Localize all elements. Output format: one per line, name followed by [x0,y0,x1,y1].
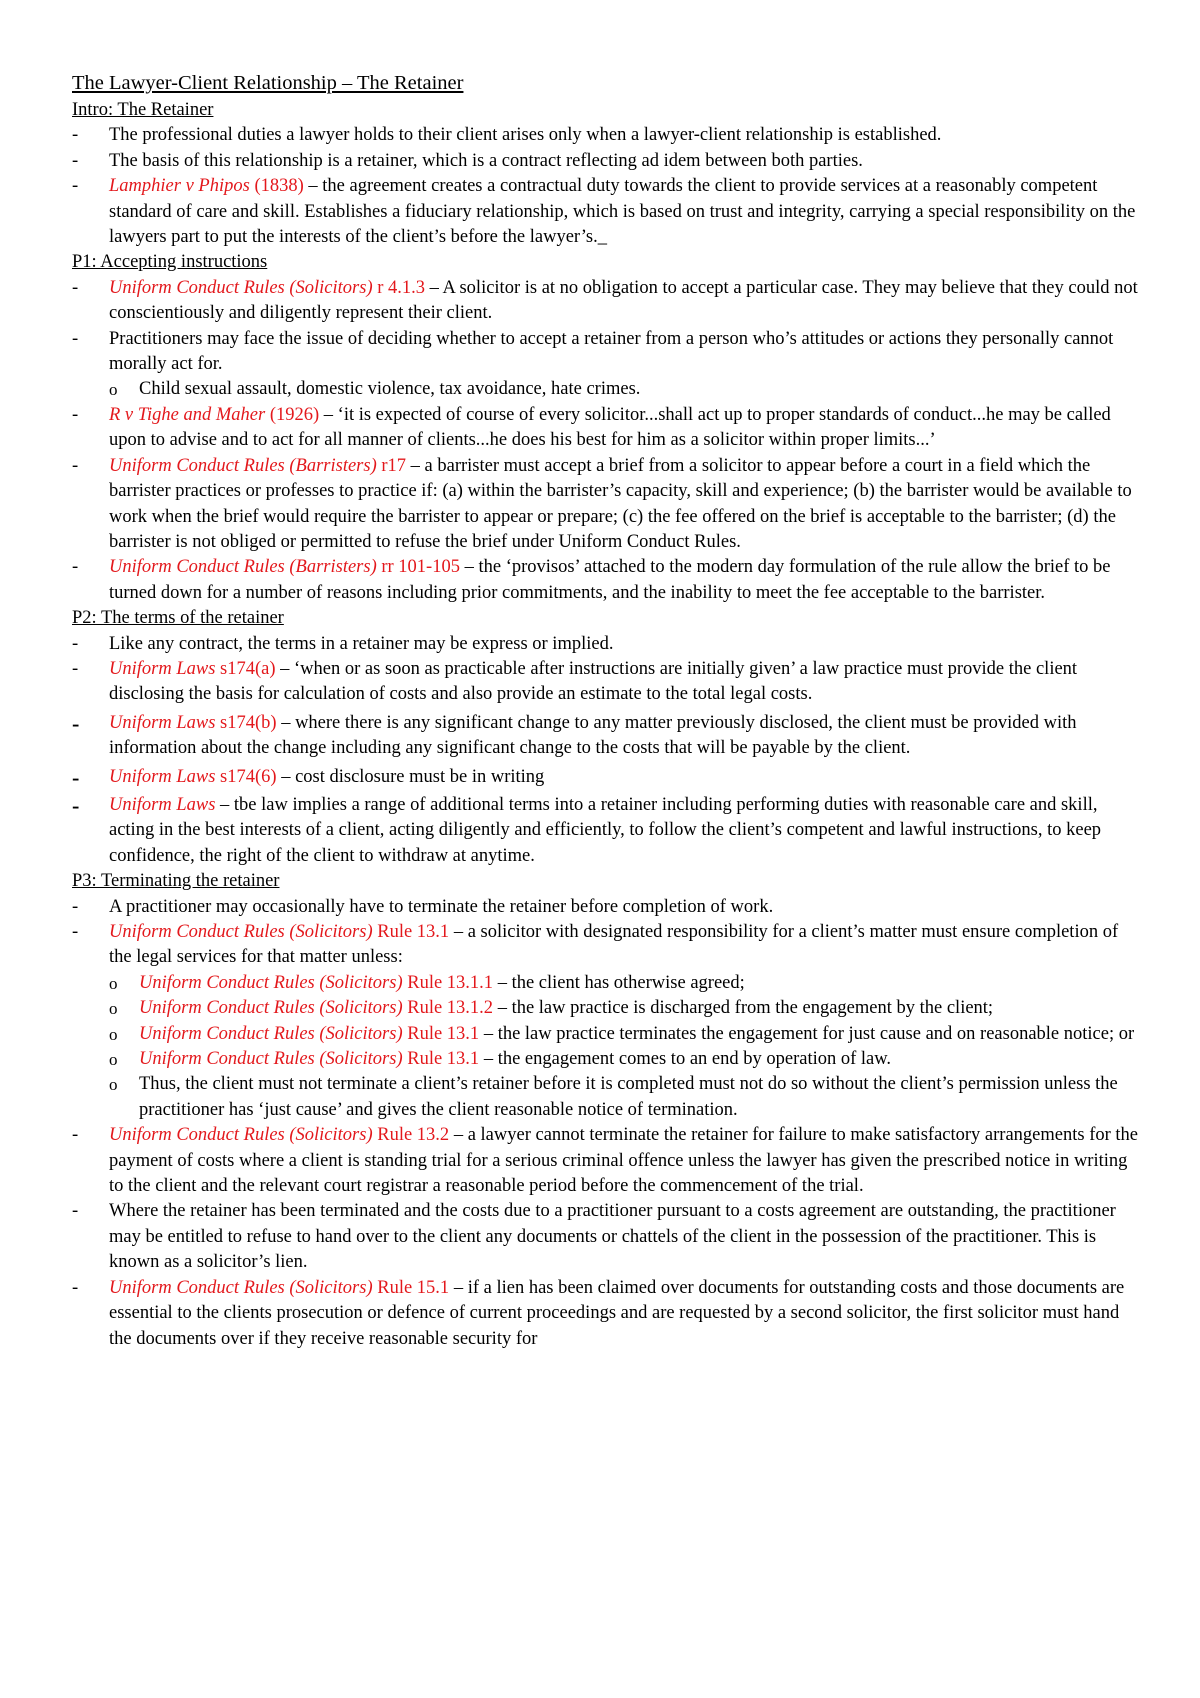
rule-reference: r17 [376,455,407,476]
item-text: – tbe law implies a range of additional terms into a retainer including performing duties with reasonable care and skill, acting in the best interests of a client, acting diligently and efficiently, to follow the client’s competent and lawful instructions, to keep confidence, the right of the client to withdraw at anytime. [109,794,1102,866]
list-item [72,895,1142,920]
list-item [72,1276,1142,1352]
sub-list-item [72,377,1142,402]
list-item [72,765,1142,790]
case-citation: Uniform Conduct Rules (Solicitors) [109,1125,373,1146]
bullet-list [72,632,1142,870]
list-item [72,632,1142,657]
rule-reference: s174(a) [215,658,276,679]
rule-reference: r 4.1.3 [372,277,426,298]
case-citation: Uniform Laws [109,794,216,815]
list-item [72,403,1142,454]
section-heading: P1: Accepting instructions [72,252,268,273]
case-citation: Uniform Conduct Rules (Solicitors) [139,1049,403,1070]
rule-reference: s174(6) [215,766,277,787]
rule-reference: Rule 13.2 [372,1125,450,1146]
list-item [72,657,1142,708]
list-item [72,711,1142,762]
item-text: – the agreement creates a contractual duty towards the client to provide services at a reasonably competent standard of care and skill. Establishes a fiduciary relationship, which is based on trust and integrity, carrying a special responsibility on the lawyers part to put the interests of the client’s before the lawyer’s._ [109,176,1136,248]
item-text: – where there is any significant change to any matter previously disclosed, the client must be provided with information about the change including any significant change to the costs that will be payable by the client. [109,712,1077,759]
document-body [72,98,1142,1352]
case-citation: Uniform Conduct Rules (Barristers) [109,455,377,476]
case-citation: Uniform Conduct Rules (Solicitors) [139,998,403,1019]
item-text: Like any contract, the terms in a retainer may be express or implied. [109,633,614,654]
sub-list-item [72,971,1142,996]
sub-list-item [72,996,1142,1021]
case-citation: Uniform Laws [109,766,216,787]
case-citation: R v Tighe and Maher [109,404,266,425]
document-title: The Lawyer-Client Relationship – The Retainer [72,72,464,94]
sub-list-item [72,1022,1142,1047]
case-citation: Uniform Conduct Rules (Solicitors) [109,277,373,298]
bullet-list [72,123,1142,250]
list-item [72,123,1142,148]
case-citation: Uniform Conduct Rules (Solicitors) [139,972,403,993]
item-text: – a lawyer cannot terminate the retainer for failure to make satisfactory arrangements for the payment of costs where a client is standing trial for a serious criminal offence unless the lawyer has given the prescribed notice in writing to the client and the relevant court registrar a reasonable period before the commencement of the trial. [109,1125,1138,1197]
case-citation: Lamphier v Phipos [109,176,250,197]
bullet-list [72,276,1142,606]
case-citation: Uniform Conduct Rules (Solicitors) [139,1023,403,1044]
case-citation: Uniform Laws [109,712,216,733]
rule-reference: Rule 13.1.2 [402,998,494,1019]
list-item [72,454,1142,556]
sub-list-item [72,1072,1142,1123]
rule-reference: Rule 13.1 [402,1049,480,1070]
rule-reference: Rule 13.1.1 [402,972,494,993]
rule-reference: (1926) [265,404,320,425]
list-item [72,174,1142,250]
sub-list-item [72,1047,1142,1072]
rule-reference: s174(b) [215,712,277,733]
item-text: – A solicitor is at no obligation to accept a particular case. They may believe that they could not conscientiously and diligently represent their client. [109,277,1138,324]
section-heading: P2: The terms of the retainer [72,608,284,629]
item-text: A practitioner may occasionally have to terminate the retainer before completion of work. [109,896,774,917]
case-citation: Uniform Conduct Rules (Solicitors) [109,922,373,942]
item-text: – a barrister must accept a brief from a solicitor to appear before a court in a field which the barrister practices or professes to practice if: (a) within the barrister’s capacity, skill and experience; (b) the barrister would be available to work when the brief would require the barrister to appear or prepare; (c) the fee offered on the brief is acceptable to the barrister; (d) the barrister is not obliged or permitted to refuse the brief under Uniform Conduct Rules. [109,455,1132,552]
item-text: – the client has otherwise agreed; [493,972,745,993]
list-item [72,327,1142,378]
list-item [72,920,1142,971]
item-text: Thus, the client must not terminate a client’s retainer before it is completed must not do so without the client’s permission unless the practitioner has ‘just cause’ and gives the client reasonable notice of termination. [139,1074,1118,1120]
item-text: Where the retainer has been terminated and the costs due to a practitioner pursuant to a costs agreement are outstanding, the practitioner may be entitled to refuse to hand over to the client any documents or chattels of the client in the possession of the practitioner. This is known as a solicitor’s lien. [109,1201,1116,1273]
list-item [72,276,1142,327]
case-citation: Uniform Laws [109,658,216,679]
rule-reference: (1838) [249,176,304,197]
item-text: – the law practice is discharged from the engagement by the client; [493,998,994,1019]
section-heading: Intro: The Retainer [72,100,214,120]
item-text: – cost disclosure must be in writing [276,766,545,787]
item-text: – ‘it is expected of course of every solicitor...shall act up to proper standards of conduct...he may be called upon to advise and to act for all manner of clients...he does his best for him as a solicitor within proper limits...’ [109,404,1111,451]
item-text: – a solicitor with designated responsibility for a client’s matter must ensure completion of the legal services for that matter unless: [109,922,1119,968]
item-text: Practitioners may face the issue of deciding whether to accept a retainer from a person who’s attitudes or actions they personally cannot morally act for. [109,328,1114,375]
item-text: – ‘when or as soon as practicable after instructions are initially given’ a law practice must provide the client disclosing the basis for calculation of costs and also provide an estimate to the total legal costs. [109,658,1078,705]
section-heading: P3: Terminating the retainer [72,871,280,892]
item-text: Child sexual assault, domestic violence, tax avoidance, hate crimes. [139,379,641,400]
document-page [72,70,1142,1352]
rule-reference: Rule 13.1 [372,922,450,942]
list-item [72,1123,1142,1199]
rule-reference: Rule 13.1 [402,1023,480,1044]
case-citation: Uniform Conduct Rules (Barristers) [109,557,377,578]
item-text: The basis of this relationship is a retainer, which is a contract reflecting ad idem between both parties. [109,150,863,171]
list-item [72,149,1142,174]
rule-reference: Rule 15.1 [372,1277,450,1298]
bullet-list [72,895,1142,1352]
list-item [72,793,1142,869]
item-text: – the engagement comes to an end by operation of law. [479,1049,892,1070]
item-text: The professional duties a lawyer holds to their client arises only when a lawyer-client relationship is established. [109,125,942,146]
item-text: – the ‘provisos’ attached to the modern day formulation of the rule allow the brief to be turned down for a number of reasons including prior commitments, and the inability to meet the fee acceptable to the barrister. [109,557,1111,603]
list-item [72,1199,1142,1275]
rule-reference: rr 101-105 [376,557,460,578]
list-item [72,555,1142,606]
case-citation: Uniform Conduct Rules (Solicitors) [109,1277,373,1298]
item-text: – the law practice terminates the engagement for just cause and on reasonable notice; or [479,1023,1135,1044]
item-text: – if a lien has been claimed over documents for outstanding costs and those documents are essential to the clients prosecution or defence of current proceedings and are requested by a second solicitor, the first solicitor must hand the documents over if they receive reasonable security for [109,1277,1125,1349]
